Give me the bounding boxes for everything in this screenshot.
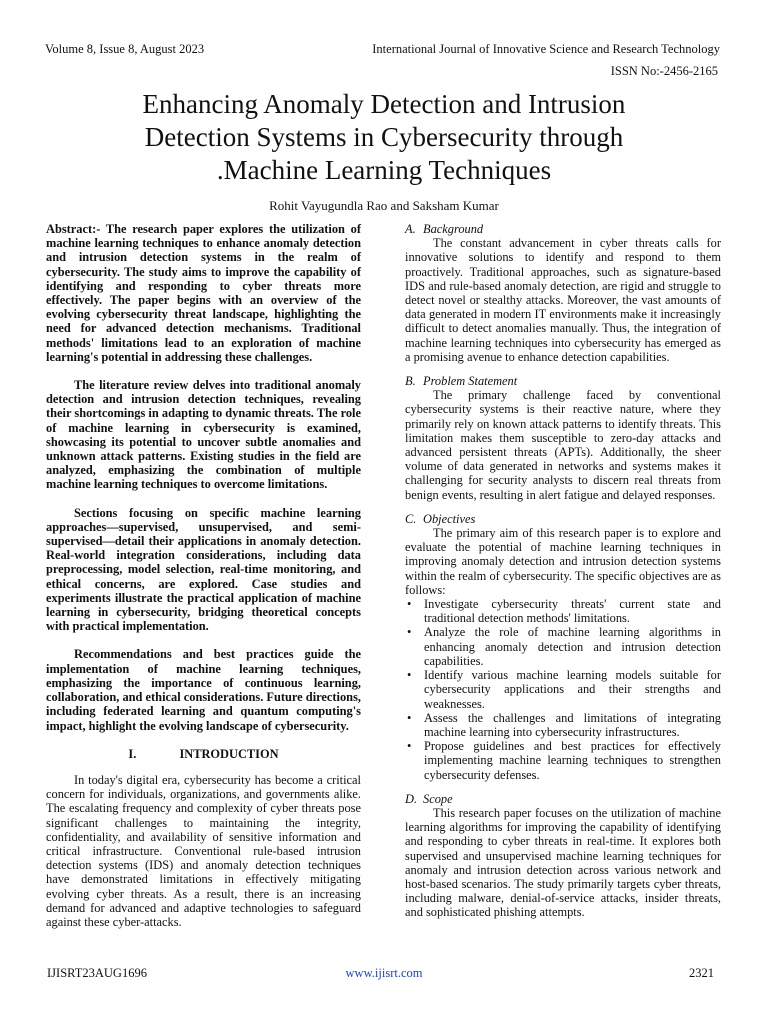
title-line-2: Detection Systems in Cybersecurity through (144, 122, 624, 152)
paper-code: IJISRT23AUG1696 (47, 966, 147, 980)
background-paragraph: The constant advancement in cyber threats calls for innovative solutions to identify and respond to them proactively. Traditional approaches, such as signature-based IDS and rule-based anomaly detection, are rigid and struggle to detect novel or stealthy attacks. Moreover, the vast amounts of data generated in modern IT environments make it increasingly difficult to detect anomalies manually. Thus, the integration of machine learning techniques into cybersecurity has emerged as a promising avenue to enhance detection capabilities. (405, 236, 721, 364)
journal-link[interactable] (0, 966, 768, 981)
abstract-paragraph-3: Sections focusing on specific machine learning approaches—supervised, unsupervised, and semi-supervised—detail their applications in anomaly detection. Real-world integration considerations, including data preprocessing, model selection, real-time monitoring, and ethical concerns, are explored. Case studies and experiments illustrate the practical application of machine learning in cybersecurity, bridging theoretical concepts with practical implementation. (46, 505, 361, 634)
list-item-text: Analyze the role of machine learning algorithms in enhancing anomaly detection and intrusion detection capabilities. (424, 625, 721, 668)
scope-paragraph: This research paper focuses on the utilization of machine learning algorithms for improving the capability of identifying and responding to cyber threats in real-time. It explores both supervised and unsupervised machine learning techniques for anomaly and intrusion detection across various network and host-based scenarios. The study primarily targets cyber threats, including malware, denial-of-service attacks, insider threats, and sophisticated phishing attempts. (405, 805, 721, 920)
section-title: INTRODUCTION (179, 746, 279, 761)
list-item-text: Identify various machine learning models suitable for cybersecurity applications and their strengths and weaknesses. (424, 668, 721, 711)
subsection-letter: C. (405, 511, 417, 526)
right-column (405, 222, 721, 920)
abstract-paragraph-1: Abstract:- The research paper explores the utilization of machine learning techniques to enhance anomaly detection and intrusion detection systems in the realm of cybersecurity. The study aims to improve the capability of identifying and responding to cyber threats more effectively. The paper begins with an overview of the evolving cybersecurity threat landscape, highlighting the need for advanced detection mechanisms. Traditional methods' limitations lead to an exploration of machine learning's potential in addressing these challenges. (46, 222, 361, 364)
subsection-letter: D. (405, 791, 418, 806)
subsection-title: Background (423, 222, 484, 236)
subsection-title: Problem Statement (423, 374, 518, 389)
paper-title (40, 88, 728, 187)
section-number: I. (128, 746, 137, 761)
left-column (46, 222, 361, 929)
abstract-paragraph-4: Recommendations and best practices guide the implementation of machine learning techniques, emphasizing the importance of continuous learning, collaboration, and ethical considerations. Future directions, including federated learning and quantum computing's impact, highlight the evolving landscape of cybersecurity. (46, 647, 361, 733)
title-line-1: Enhancing Anomaly Detection and Intrusion (142, 89, 626, 119)
subsection-heading-problem (405, 374, 721, 388)
list-item-text: Assess the challenges and limitations of integrating machine learning into cybersecurity infrastructures. (424, 710, 721, 739)
objectives-paragraph: The primary aim of this research paper is to explore and evaluate the potential of machine learning techniques in improving anomaly detection and intrusion detection systems within the realm of cybersecurity. The specific objectives are as follows: (405, 526, 721, 597)
authors: Rohit Vayugundla Rao and Saksham Kumar (269, 198, 499, 213)
issn: ISSN No:-2456-2165 (610, 64, 718, 78)
volume-info: Volume 8, Issue 8, August 2023 (45, 42, 205, 56)
list-item (405, 668, 721, 711)
subsection-heading-scope (405, 792, 721, 806)
list-item-text: Investigate cybersecurity threats' current state and traditional detection methods' limitations. (424, 597, 721, 626)
list-item (405, 711, 721, 739)
introduction-paragraph: In today's digital era, cybersecurity has become a critical concern for individuals, organizations, and governments alike. The escalating frequency and complexity of cyber threats pose significant challenges to maintaining the integrity, confidentiality, and availability of sensitive information and critical infrastructure. Conventional rule-based intrusion detection systems (IDS) and anomaly detection techniques have demonstrated limitations in effectively mitigating evolving cyber threats. As a result, there is an increasing demand for advanced and adaptive technologies to safeguard against these cyber-attacks. (46, 772, 361, 929)
bullet-icon: • (407, 739, 412, 754)
bullet-icon: • (407, 597, 412, 612)
list-item (405, 739, 721, 782)
page-number: 2321 (689, 966, 714, 980)
subsection-heading-background (405, 222, 721, 236)
subsection-title: Objectives (423, 511, 476, 526)
journal-link-text[interactable]: www.ijisrt.com (345, 966, 423, 980)
title-line-3: .Machine Learning Techniques (216, 155, 552, 185)
list-item-text: Propose guidelines and best practices for effectively implementing machine learning techniques to strengthen cybersecurity defenses. (424, 739, 721, 782)
objectives-list (405, 597, 721, 782)
list-item (405, 625, 721, 668)
section-heading-introduction (46, 747, 361, 761)
journal-name: International Journal of Innovative Science and Research Technology (372, 42, 720, 56)
subsection-letter: A. (405, 222, 416, 236)
list-item (405, 597, 721, 625)
subsection-title: Scope (423, 791, 453, 806)
bullet-icon: • (407, 668, 412, 683)
problem-paragraph: The primary challenge faced by conventional cybersecurity systems is their reactive nature, where they primarily rely on known attack patterns to identify threats. This limitation makes them susceptible to zero-day attacks and advanced persistent threats (APTs). Additionally, the sheer volume of data generated in networks and systems makes it challenging for security analysts to discern real threats from benign events, resulting in alert fatigue and delayed responses. (405, 388, 721, 502)
bullet-icon: • (407, 625, 412, 640)
subsection-heading-objectives (405, 512, 721, 526)
abstract-paragraph-2: The literature review delves into traditional anomaly detection and intrusion detection techniques, revealing their shortcomings in adapting to dynamic threats. The role of machine learning in cybersecurity is examined, showcasing its potential to uncover subtle anomalies and unknown attack patterns. Existing studies in the field are analyzed, emphasizing the combination of multiple machine learning techniques to overcome limitations. (46, 378, 361, 492)
subsection-letter: B. (405, 374, 416, 389)
bullet-icon: • (407, 710, 412, 725)
